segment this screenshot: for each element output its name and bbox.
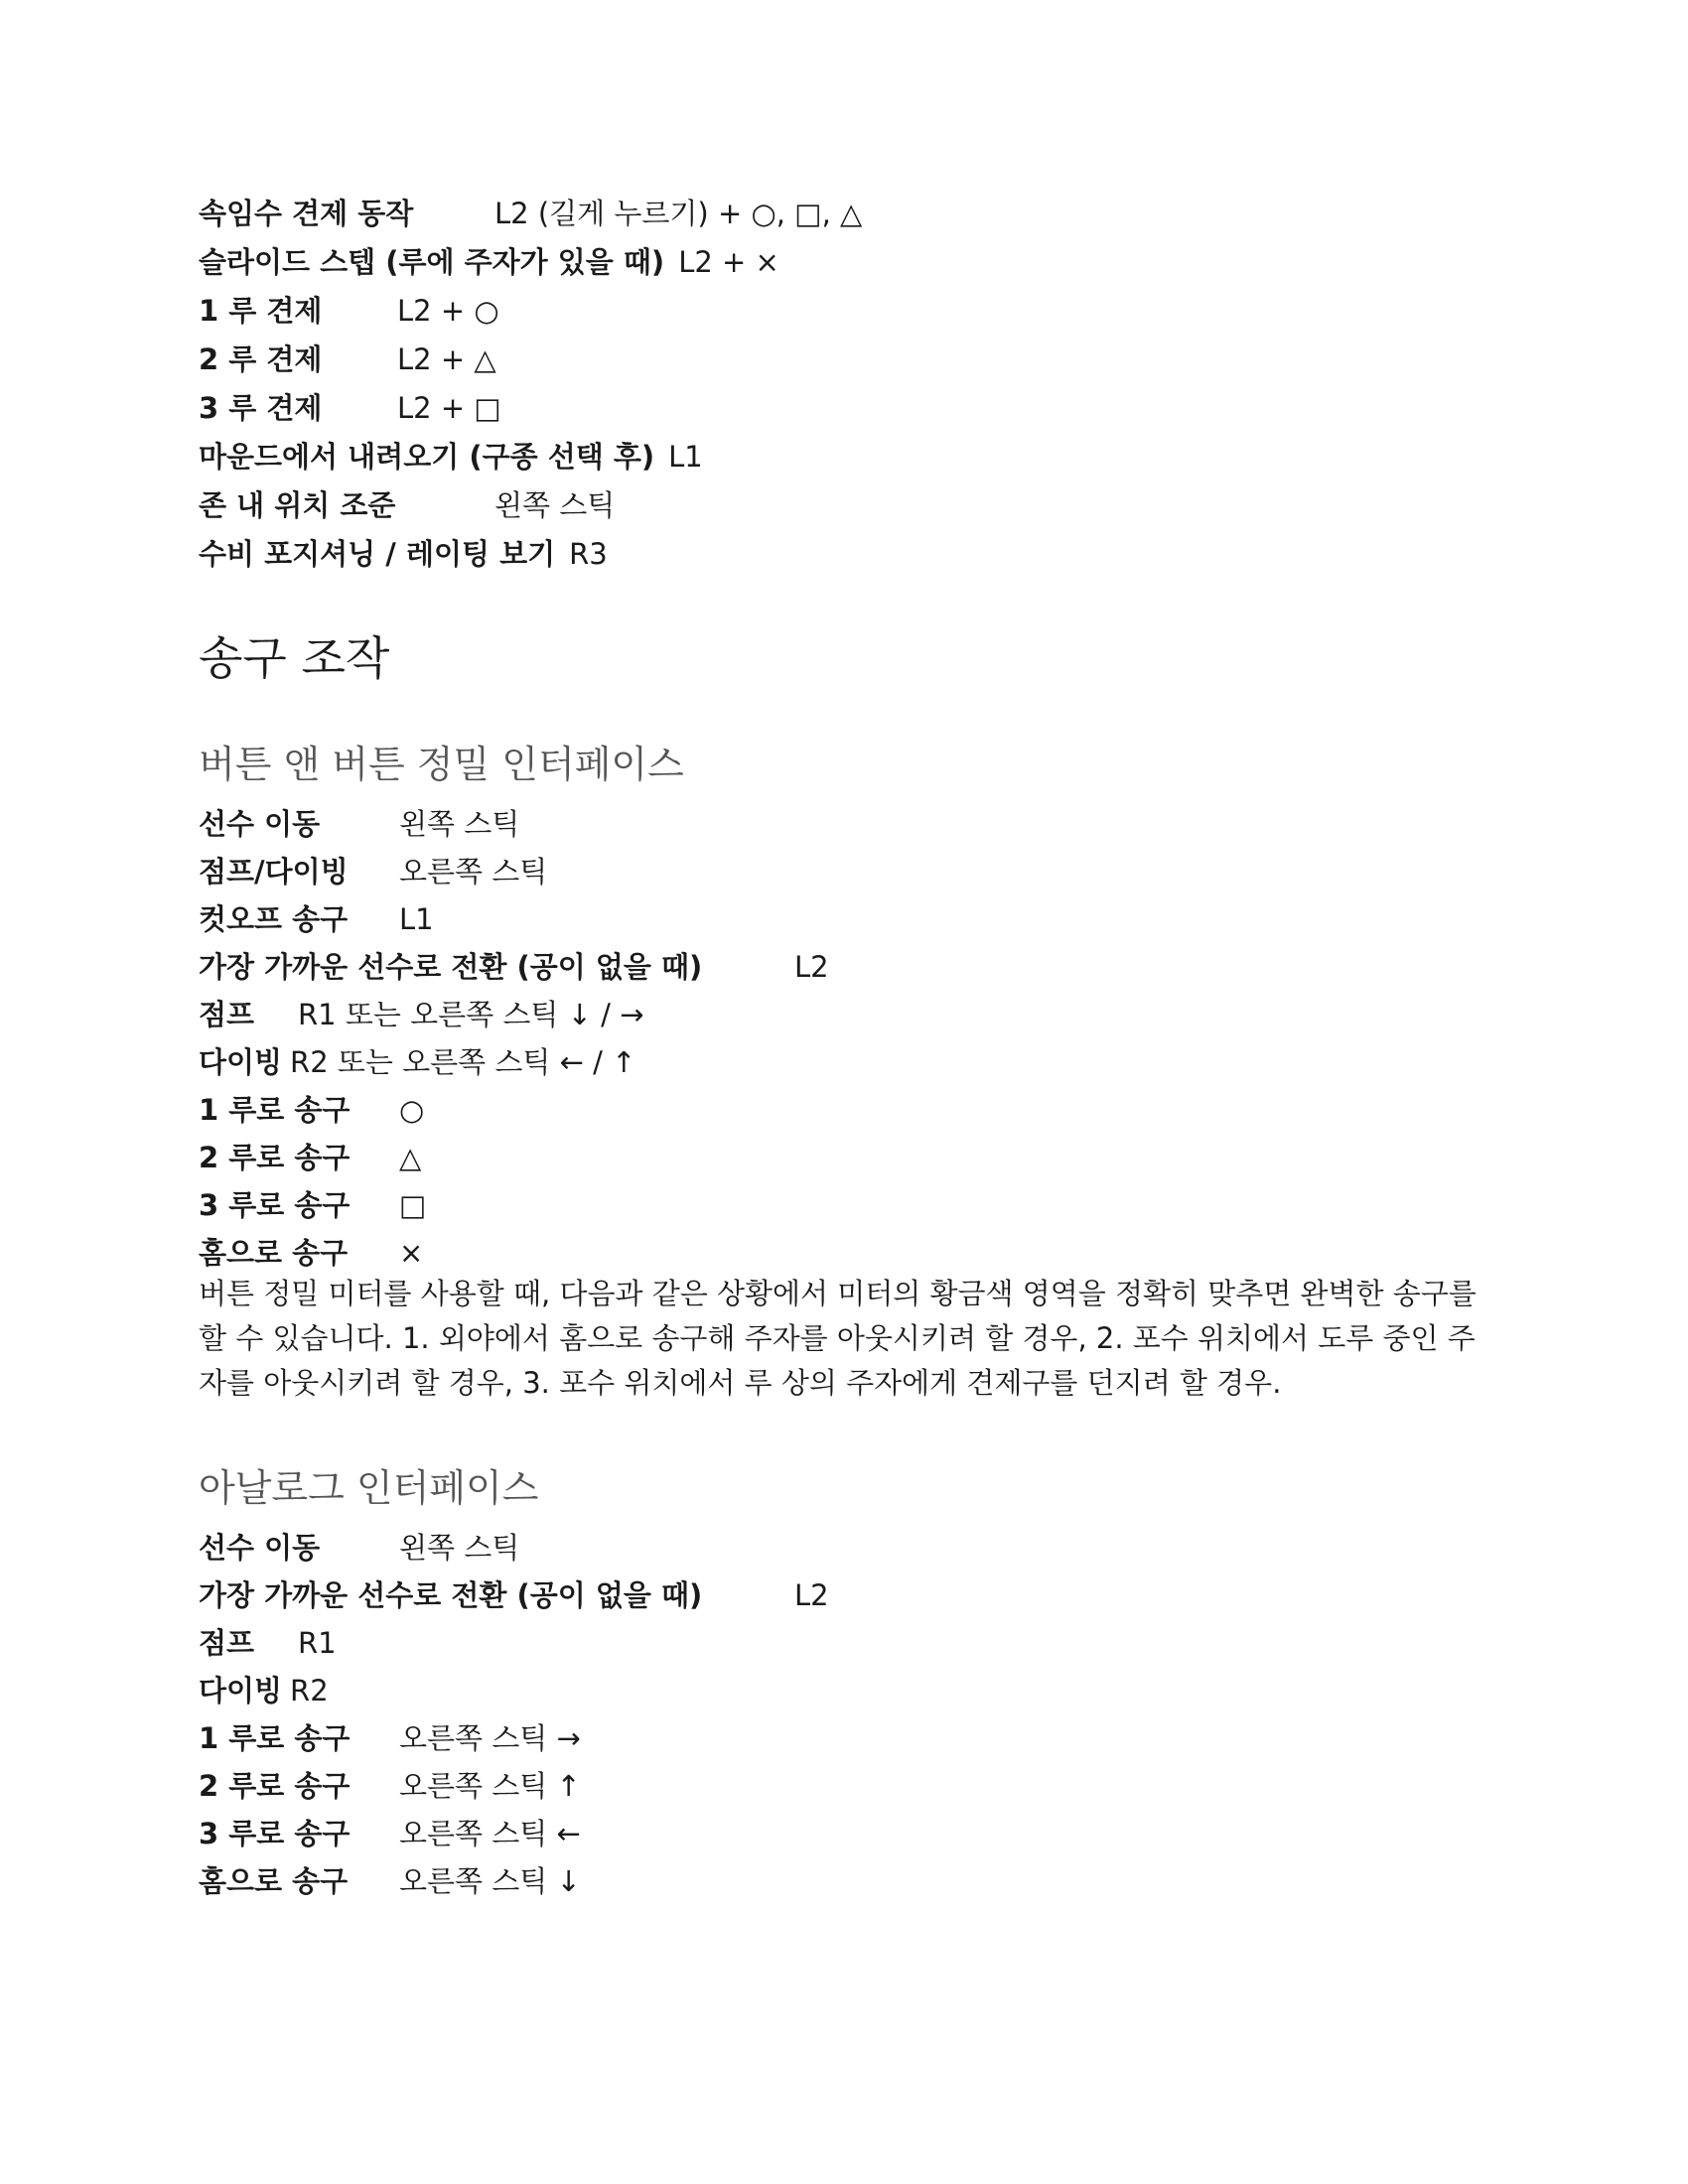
- list-item: [199, 1674, 1489, 1707]
- control-value: L2 + □: [397, 391, 501, 425]
- list-item: [199, 245, 1489, 279]
- control-value: L2 (길게 누르기) + ○, □, △: [494, 197, 863, 230]
- list-item: [199, 1817, 1489, 1850]
- list-item: [199, 1531, 1489, 1565]
- list-item: [199, 488, 1489, 522]
- control-value: 오른쪽 스틱 ←: [399, 1817, 581, 1850]
- button-controls-list: [199, 807, 1489, 1406]
- section-title: 송구 조작: [199, 631, 390, 685]
- precision-meter-note: 버튼 정밀 미터를 사용할 때, 다음과 같은 상황에서 미터의 황금색 영역을 정확히 맞추면 완벽한 송구를 할 수 있습니다. 1. 외야에서 홈으로 송구해 주자를 아웃시키려 할 경우, 2. 포수 위치에서 도루 중인 주자를 아웃시키려 할 경우, 3. 포수 위치에서 루 상의 주자에게 견제구를 던지려 할 경우.: [199, 1277, 1477, 1400]
- control-value: 오른쪽 스틱: [399, 855, 548, 888]
- list-item: [199, 537, 1489, 571]
- list-item: [199, 391, 1489, 425]
- triangle-icon: △: [399, 1141, 422, 1174]
- control-label: 2 루로 송구: [199, 1769, 351, 1803]
- control-label: 3 루로 송구: [199, 1817, 351, 1850]
- control-label: 3 루로 송구: [199, 1188, 351, 1222]
- control-label: 점프/다이빙: [199, 855, 349, 888]
- control-value: R2: [290, 1674, 329, 1707]
- list-item: [199, 1721, 1489, 1755]
- control-value: 왼쪽 스틱: [399, 1531, 520, 1565]
- pitching-controls-list: [199, 197, 1489, 571]
- control-label: 선수 이동: [199, 807, 321, 841]
- control-value: L2: [794, 1578, 829, 1612]
- control-label: 점프: [199, 1626, 255, 1660]
- control-label: 1 루로 송구: [199, 1721, 351, 1755]
- control-label: 2 루로 송구: [199, 1141, 351, 1174]
- control-label: 컷오프 송구: [199, 902, 349, 936]
- list-item: [199, 1236, 1489, 1270]
- list-item: [199, 197, 1489, 230]
- control-value: R1: [298, 1626, 337, 1660]
- list-item: [199, 1626, 1489, 1660]
- circle-icon: ○: [399, 1093, 425, 1127]
- list-item: [199, 440, 1489, 474]
- control-value: 왼쪽 스틱: [494, 488, 616, 522]
- control-label: 가장 가까운 선수로 전환 (공이 없을 때): [199, 1578, 703, 1612]
- control-value: L2 + △: [397, 342, 496, 376]
- control-value: R2 또는 오른쪽 스틱 ← / ↑: [290, 1045, 636, 1079]
- list-item: [199, 1864, 1489, 1898]
- control-value: L1: [668, 440, 703, 474]
- control-label: 수비 포지셔닝 / 레이팅 보기: [199, 537, 556, 571]
- cross-icon: ×: [399, 1236, 424, 1270]
- list-item: [199, 342, 1489, 376]
- analog-controls-list: [199, 1531, 1489, 1898]
- control-value: L2: [794, 950, 829, 984]
- control-label: 선수 이동: [199, 1531, 321, 1565]
- control-label: 1 루 견제: [199, 294, 323, 328]
- control-label: 홈으로 송구: [199, 1236, 349, 1270]
- square-icon: □: [399, 1188, 427, 1222]
- list-item: [199, 1093, 1489, 1127]
- control-label: 다이빙: [199, 1674, 283, 1707]
- list-item: [199, 998, 1489, 1031]
- list-item: [199, 1578, 1489, 1612]
- list-item: [199, 1769, 1489, 1803]
- list-item: [199, 855, 1489, 888]
- control-label: 마운드에서 내려오기 (구종 선택 후): [199, 440, 655, 474]
- control-value: 오른쪽 스틱 ↓: [399, 1864, 581, 1898]
- document-page: [199, 197, 1489, 1912]
- control-label: 존 내 위치 조준: [199, 488, 396, 522]
- control-value: 오른쪽 스틱 →: [399, 1721, 581, 1755]
- list-item: [199, 1188, 1489, 1222]
- list-item: [199, 1045, 1489, 1079]
- control-value: L2 + ×: [678, 245, 779, 279]
- control-label: 점프: [199, 998, 255, 1031]
- control-label: 다이빙: [199, 1045, 283, 1079]
- control-label: 슬라이드 스텝 (루에 주자가 있을 때): [199, 245, 665, 279]
- control-label: 1 루로 송구: [199, 1093, 351, 1127]
- control-value: 오른쪽 스틱 ↑: [399, 1769, 581, 1803]
- control-value: 왼쪽 스틱: [399, 807, 520, 841]
- control-value: R3: [569, 537, 608, 571]
- list-item: [199, 902, 1489, 936]
- control-label: 가장 가까운 선수로 전환 (공이 없을 때): [199, 950, 703, 984]
- control-value: L2 + ○: [397, 294, 499, 328]
- control-label: 2 루 견제: [199, 342, 323, 376]
- list-item: [199, 807, 1489, 841]
- control-label: 속임수 견제 동작: [199, 197, 414, 230]
- list-item: [199, 950, 1489, 984]
- subsection-title-button: 버튼 앤 버튼 정밀 인터페이스: [199, 743, 684, 786]
- list-item: [199, 294, 1489, 328]
- control-value: L1: [399, 902, 434, 936]
- list-item: [199, 1141, 1489, 1174]
- control-value: R1 또는 오른쪽 스틱 ↓ / →: [298, 998, 644, 1031]
- control-label: 3 루 견제: [199, 391, 323, 425]
- control-label: 홈으로 송구: [199, 1864, 349, 1898]
- subsection-title-analog: 아날로그 인터페이스: [199, 1466, 539, 1510]
